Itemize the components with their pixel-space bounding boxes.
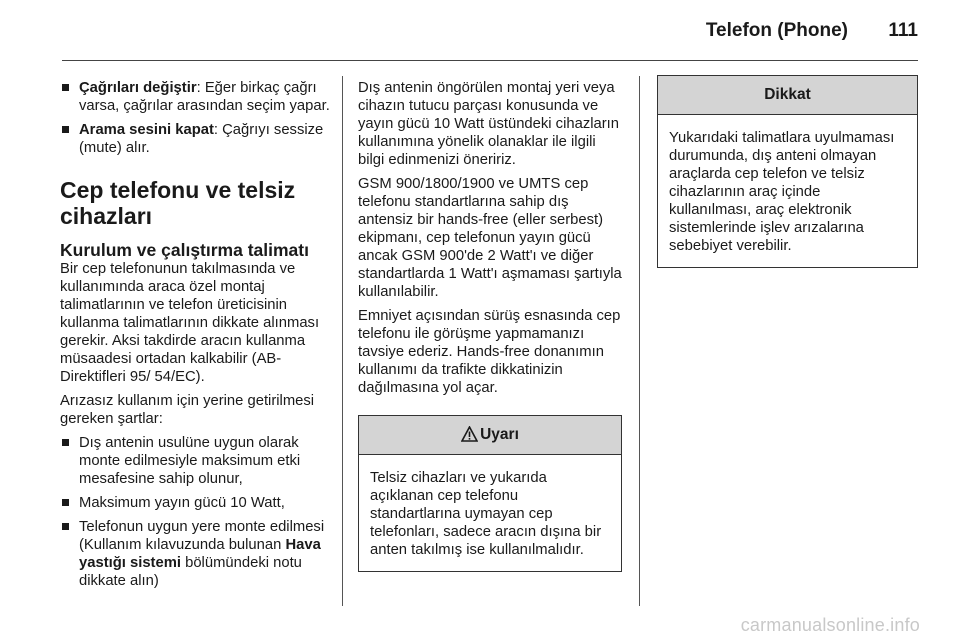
warning-triangle-icon (461, 419, 478, 457)
page-header (0, 0, 960, 62)
column-2 (358, 79, 626, 403)
list-item (60, 518, 335, 590)
bullet-text: Telefonun uygun yere monte edilmesi (Kullanım kılavuzunda bulunan (79, 519, 325, 553)
page-number: 111 (888, 20, 918, 41)
bullet-square-icon (62, 523, 69, 530)
warning-body: Telsiz cihazları ve yukarıda açıklanan cep telefonu standartlarına uymayan cep telefonları, sadece aracın dışına bir anten takılmış ise kullanılmalıdır. (370, 470, 602, 558)
bullet-square-icon (62, 439, 69, 446)
bullet-term: Arama sesini kapat (79, 122, 214, 138)
warning-header (359, 416, 621, 455)
column-1 (60, 79, 335, 596)
list-item (60, 121, 335, 157)
bullet-text: Maksimum yayın gücü 10 Watt, (79, 495, 285, 511)
paragraph: Bir cep telefonunun takılmasında ve kullanımında araca özel montaj talimatlarının ve telefon üreticisinin kullanma talimatlarının dikkate alınması gerekir. Aksi takdirde aracın kullanma müsaadesi ortadan kalkabilir (AB-Direktifleri 95/ 54/EC). (60, 261, 320, 385)
bullet-text: Dış antenin usulüne uygun olarak monte edilmesiyle maksimum etki mesafesine sahip olunur, (79, 435, 301, 487)
bullet-square-icon (62, 126, 69, 133)
paragraph: GSM 900/1800/1900 ve UMTS cep telefonu standartlarına sahip dış antensiz bir hands-free (eller serbest) ekipmanı, cep telefonun yayın gücü ancak GSM 900'de 2 Watt'ı ve diğer standartlarda 1 Watt'ı aşmaması şartıyla kullanılabilir. (358, 176, 622, 300)
caution-title: Dikkat (764, 86, 811, 103)
bullet-text: bölümündeki notu dikkate alın) (79, 555, 302, 589)
paragraph: Dış antenin öngörülen montaj yeri veya cihazın tutucu parçası konusunda ve yayın gücü 10 Watt üstündeki cihazların kullanımına yönelik olanaklar ile ilgili bilgi edinmenizi öneririz. (358, 80, 620, 168)
bullet-term: Çağrıları değiştir (79, 80, 197, 96)
caution-header (658, 76, 917, 115)
bullet-square-icon (62, 499, 69, 506)
column-divider-1 (342, 76, 343, 606)
subsection-title: Kurulum ve çalıştırma talimatı (60, 240, 309, 260)
paragraph: Arızasız kullanım için yerine getirilmesi gereken şartlar: (60, 393, 315, 427)
list-item (60, 494, 335, 512)
header-divider (62, 60, 918, 61)
list-item (60, 434, 335, 488)
cross-reference: Hava yastığı sistemi (79, 537, 321, 571)
list-item (60, 79, 335, 115)
warning-title: Uyarı (480, 426, 519, 443)
watermark: carmanualsonline.info (740, 615, 920, 635)
bullet-text: : Eğer birkaç çağrı varsa, çağrılar arasından seçim yapar. (79, 80, 330, 114)
page-title: Telefon (Phone) (705, 20, 848, 41)
warning-box (358, 415, 622, 572)
column-divider-2 (639, 76, 640, 606)
section-title: Cep telefonu ve telsiz cihazları (60, 177, 296, 229)
caution-body: Yukarıdaki talimatlara uyulmaması durumunda, dış anteni olmayan araçlarda cep telefon ve telsiz cihazlarının araç içinde kullanılması, araç elektronik sistemlerinde işlev arızalarına sebebiyet verebilir. (669, 130, 895, 254)
caution-box (657, 75, 918, 268)
bullet-square-icon (62, 84, 69, 91)
bullet-text: : Çağrıyı sessize (mute) alır. (79, 122, 324, 156)
paragraph: Emniyet açısından sürüş esnasında cep telefonu ile görüşme yapmamanızı tavsiye ederiz. Hands-free donanımın kullanımı da trafikte dikkatinizin dağılmasına yol açar. (358, 308, 621, 396)
